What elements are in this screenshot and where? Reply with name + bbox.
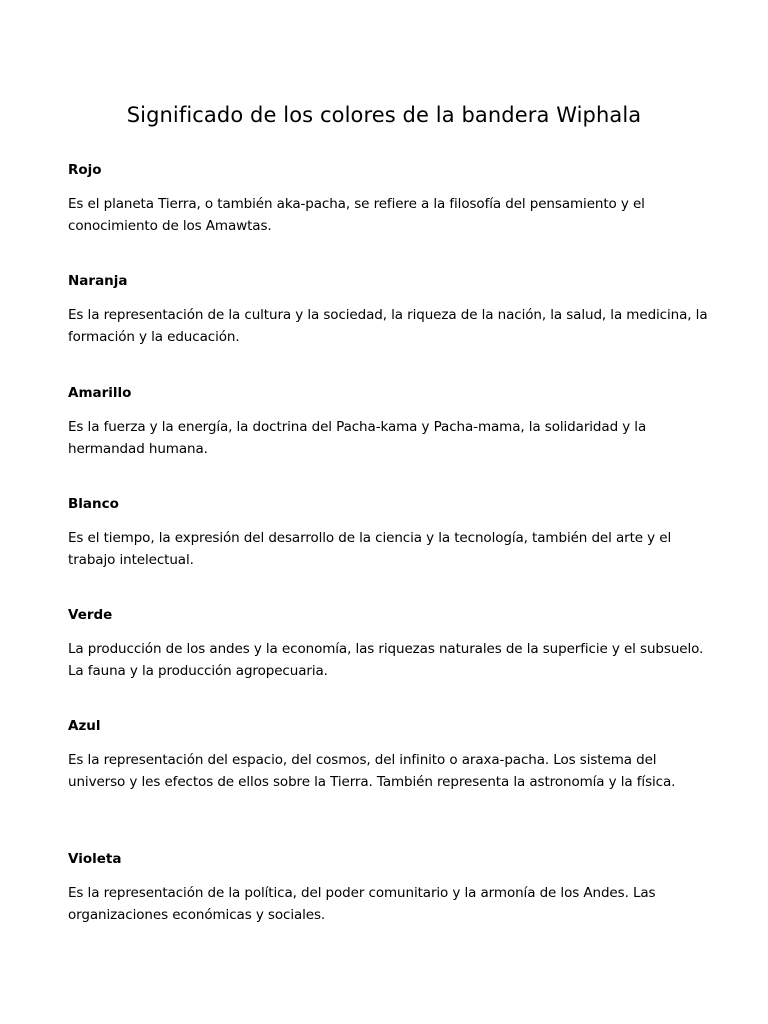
section-amarillo	[68, 385, 708, 460]
section-text-amarillo: Es la fuerza y la energía, la doctrina del Pacha-kama y Pacha-mama, la solidaridad y la hermandad humana.	[68, 419, 647, 457]
section-heading-amarillo: Amarillo	[68, 385, 132, 401]
section-naranja	[68, 273, 708, 348]
section-heading-rojo: Rojo	[68, 162, 102, 178]
section-heading-blanco: Blanco	[68, 496, 119, 512]
section-blanco	[68, 496, 708, 571]
section-heading-azul: Azul	[68, 718, 101, 734]
section-text-naranja: Es la representación de la cultura y la sociedad, la riqueza de la nación, la salud, la medicina, la formación y la educación.	[68, 307, 708, 345]
section-text-azul: Es la representación del espacio, del cosmos, del infinito o araxa-pacha. Los sistema del universo y les efectos de ellos sobre la Tierra. También representa la astronomía y la física.	[68, 752, 676, 790]
section-heading-naranja: Naranja	[68, 273, 128, 289]
section-heading-verde: Verde	[68, 607, 113, 623]
section-text-violeta: Es la representación de la política, del poder comunitario y la armonía de los Andes. Las organizaciones económicas y sociales.	[68, 885, 656, 923]
section-text-blanco: Es el tiempo, la expresión del desarrollo de la ciencia y la tecnología, también del arte y el trabajo intelectual.	[68, 530, 672, 568]
section-verde	[68, 607, 708, 682]
section-text-verde: La producción de los andes y la economía, las riquezas naturales de la superficie y el subsuelo. La fauna y la producción agropecuaria.	[68, 641, 704, 679]
section-azul	[68, 718, 708, 793]
section-text-rojo: Es el planeta Tierra, o también aka-pacha, se refiere a la filosofía del pensamiento y el conocimiento de los Amawtas.	[68, 196, 645, 234]
section-heading-violeta: Violeta	[68, 851, 122, 867]
document-title: Significado de los colores de la bandera Wiphala	[126, 103, 642, 127]
section-violeta	[68, 851, 708, 926]
section-rojo	[68, 162, 708, 237]
